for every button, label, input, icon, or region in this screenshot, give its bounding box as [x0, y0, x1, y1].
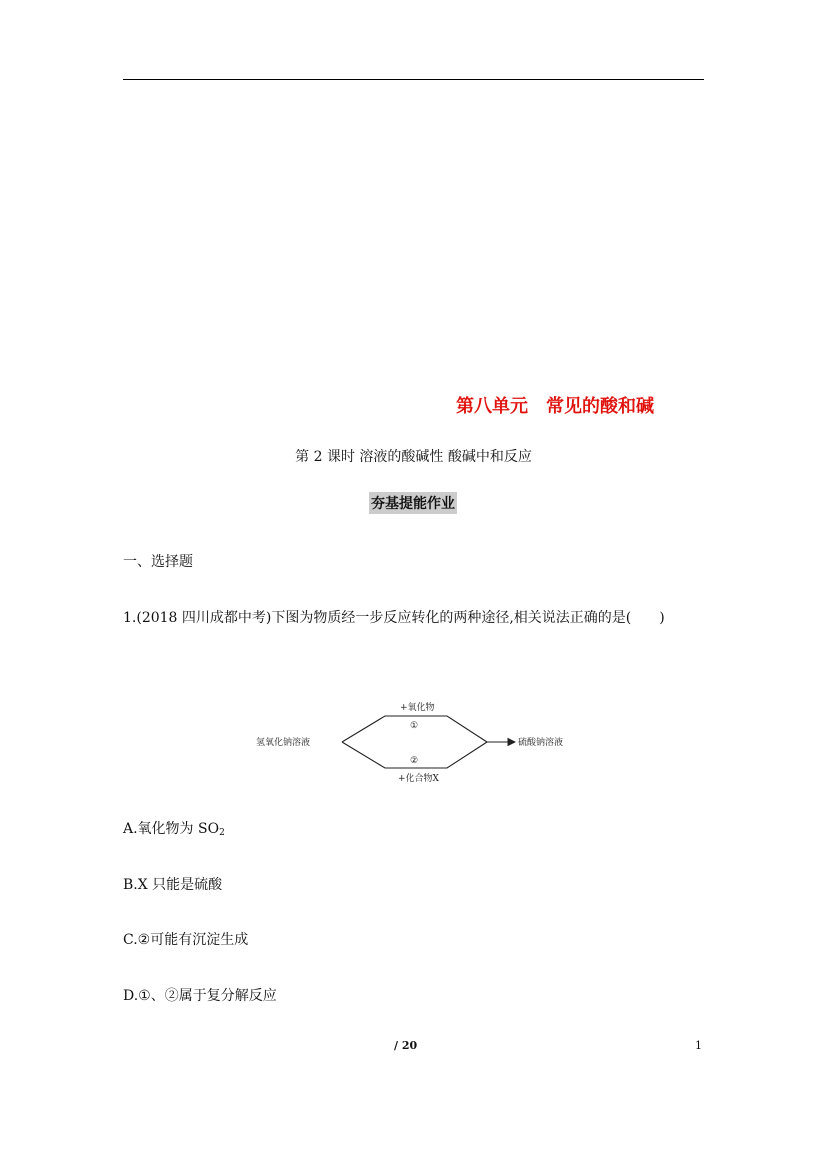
- lower-reagent-label: +化合物X: [398, 774, 439, 784]
- start-label: 氢氧化钠溶液: [256, 738, 311, 748]
- option-a-text: A.氧化物为 SO: [123, 821, 220, 837]
- unit-title: 第八单元 常见的酸和碱: [456, 396, 654, 417]
- header-rule: [123, 79, 704, 80]
- option-a-subscript: 2: [219, 828, 225, 838]
- reaction-pathway-diagram: [250, 695, 590, 790]
- question-stem: 1.(2018 四川成都中考)下图为物质经一步反应转化的两种途径,相关说法正确的是( ): [123, 610, 665, 626]
- section-heading: 一、选择题: [123, 554, 193, 570]
- upper-reagent-label: +氧化物: [400, 703, 435, 713]
- option-c: C.②可能有沉淀生成: [123, 932, 249, 948]
- option-d: D.①、②属于复分解反应: [123, 988, 277, 1004]
- upper-route-marker: ①: [410, 721, 419, 731]
- section-badge: 夯基提能作业: [369, 492, 457, 514]
- page-count: / 20: [394, 1039, 418, 1052]
- reaction-pathway-svg: [250, 695, 590, 790]
- lower-route-marker: ②: [410, 756, 419, 766]
- page-number: 1: [695, 1039, 702, 1052]
- end-label: 硫酸钠溶液: [518, 738, 564, 748]
- lesson-title: 第 2 课时 溶液的酸碱性 酸碱中和反应: [295, 449, 532, 465]
- option-a: [123, 818, 225, 838]
- option-b: B.X 只能是硫酸: [123, 877, 223, 893]
